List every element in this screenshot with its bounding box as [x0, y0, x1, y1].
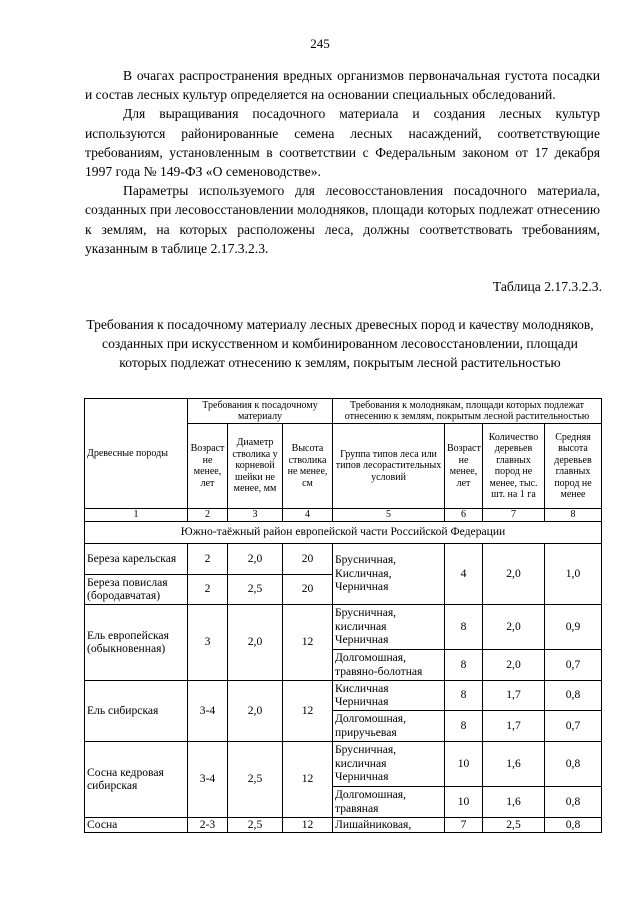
cell-age: 3-4: [188, 680, 228, 741]
species-name: Ель европейская (обыкновенная): [85, 604, 188, 680]
table-title: Требования к посадочному материалу лесных древесных пород и качеству молодняков, созданных при искусственном и комбинированном лесовосстановлении, площади которых подлежат отнесению к землям, покрытым лесной растительностью: [86, 317, 594, 370]
cell-quantity: 1,7: [483, 680, 545, 710]
header-height: Высота стволика не менее, см: [283, 424, 333, 509]
species-name: Сосна кедровая сибирская: [85, 741, 188, 817]
cell-height: 12: [283, 741, 333, 817]
cell-young-age: 8: [445, 710, 483, 741]
cell-diameter: 2,0: [228, 604, 283, 680]
cell-young-age: 10: [445, 741, 483, 786]
species-name: Береза карельская: [85, 543, 188, 574]
header-species: Древесные породы: [85, 399, 188, 509]
paragraph: Параметры используемого для лесовосстановления посадочного материала, созданных при лесовосстановлении молодняков, площади которых подлежат отнесению к землям, на которых расположены леса, должны соответствовать требованиям, указанным в таблице 2.17.3.2.3.: [85, 183, 600, 256]
cell-quantity: 2,0: [483, 543, 545, 604]
cell-young-age: 8: [445, 680, 483, 710]
column-number: 2: [188, 509, 228, 522]
header-avg-height: Средняя высота деревьев главных пород не менее: [545, 424, 602, 509]
paragraph: Для выращивания посадочного материала и создания лесных культур используются районированные семена лесных насаждений, соответствующие требованиям, установленным в соответствии с Федеральным законом от 17 декабря 1997 года № 149-ФЗ «О семеноводстве».: [85, 106, 600, 180]
column-number: 6: [445, 509, 483, 522]
requirements-table: [84, 398, 602, 833]
body-text: [85, 66, 600, 258]
cell-young-age: 10: [445, 786, 483, 817]
page-number: 245: [310, 36, 330, 51]
cell-forest-type: Брусничная, кисличная Черничная: [333, 741, 445, 786]
cell-age: 3: [188, 604, 228, 680]
cell-avg-height: 0,8: [545, 786, 602, 817]
cell-forest-type: Брусничная, кисличная Черничная: [333, 604, 445, 649]
column-number: 4: [283, 509, 333, 522]
cell-quantity: 1,6: [483, 786, 545, 817]
cell-height: 12: [283, 680, 333, 741]
paragraph: В очагах распространения вредных организмов первоначальная густота посадки и состав лесных культур определяется на основании специальных обследований.: [85, 68, 600, 103]
cell-forest-type: Долгомошная, травяная: [333, 786, 445, 817]
cell-avg-height: 1,0: [545, 543, 602, 604]
cell-young-age: 7: [445, 817, 483, 832]
cell-forest-type: Кисличная Черничная: [333, 680, 445, 710]
header-group-young: Требования к молоднякам, площади которых подлежат отнесению к землям, покрытым лесной растительностью: [333, 399, 602, 424]
column-number: 5: [333, 509, 445, 522]
cell-age: 2: [188, 543, 228, 574]
cell-avg-height: 0,8: [545, 680, 602, 710]
cell-height: 12: [283, 817, 333, 832]
cell-height: 20: [283, 574, 333, 604]
cell-quantity: 2,0: [483, 649, 545, 680]
cell-quantity: 2,5: [483, 817, 545, 832]
cell-quantity: 1,7: [483, 710, 545, 741]
header-young-age: Возраст не менее, лет: [445, 424, 483, 509]
header-diameter: Диаметр стволика у корневой шейки не менее, мм: [228, 424, 283, 509]
cell-age: 2: [188, 574, 228, 604]
section-row: [85, 521, 602, 543]
cell-age: 3-4: [188, 741, 228, 817]
cell-diameter: 2,0: [228, 543, 283, 574]
column-number-row: [85, 509, 602, 522]
cell-young-age: 4: [445, 543, 483, 604]
cell-age: 2-3: [188, 817, 228, 832]
column-number: 1: [85, 509, 188, 522]
cell-young-age: 8: [445, 649, 483, 680]
cell-avg-height: 0,7: [545, 649, 602, 680]
species-name: Сосна: [85, 817, 188, 832]
section-title: Южно-таёжный район европейской части Российской Федерации: [85, 521, 602, 543]
cell-diameter: 2,5: [228, 741, 283, 817]
header-group-planting: Требования к посадочному материалу: [188, 399, 333, 424]
cell-forest-type: Брусничная, Кисличная, Черничная: [333, 543, 445, 604]
cell-diameter: 2,5: [228, 817, 283, 832]
cell-forest-type: Лишайниковая,: [333, 817, 445, 832]
table-header-row: [85, 399, 602, 424]
column-number: 3: [228, 509, 283, 522]
header-age: Возраст не менее, лет: [188, 424, 228, 509]
column-number: 8: [545, 509, 602, 522]
cell-avg-height: 0,7: [545, 710, 602, 741]
cell-quantity: 1,6: [483, 741, 545, 786]
cell-diameter: 2,5: [228, 574, 283, 604]
cell-avg-height: 0,9: [545, 604, 602, 649]
table-row: [85, 543, 602, 574]
cell-quantity: 2,0: [483, 604, 545, 649]
table-label: Таблица 2.17.3.2.3.: [492, 279, 602, 294]
cell-height: 12: [283, 604, 333, 680]
column-number: 7: [483, 509, 545, 522]
header-quantity: Количество деревьев главных пород не менее, тыс. шт. на 1 га: [483, 424, 545, 509]
cell-forest-type: Долгомошная, травяно-болотная: [333, 649, 445, 680]
cell-avg-height: 0,8: [545, 741, 602, 786]
table-row: [85, 741, 602, 786]
species-name: Ель сибирская: [85, 680, 188, 741]
cell-height: 20: [283, 543, 333, 574]
cell-young-age: 8: [445, 604, 483, 649]
species-name: Береза повислая (бородавчатая): [85, 574, 188, 604]
cell-diameter: 2,0: [228, 680, 283, 741]
table-row: [85, 604, 602, 649]
table-row: [85, 680, 602, 710]
cell-avg-height: 0,8: [545, 817, 602, 832]
header-forest-type: Группа типов леса или типов лесорастительных условий: [333, 424, 445, 509]
table-row: [85, 817, 602, 832]
cell-forest-type: Долгомошная, приручьевая: [333, 710, 445, 741]
